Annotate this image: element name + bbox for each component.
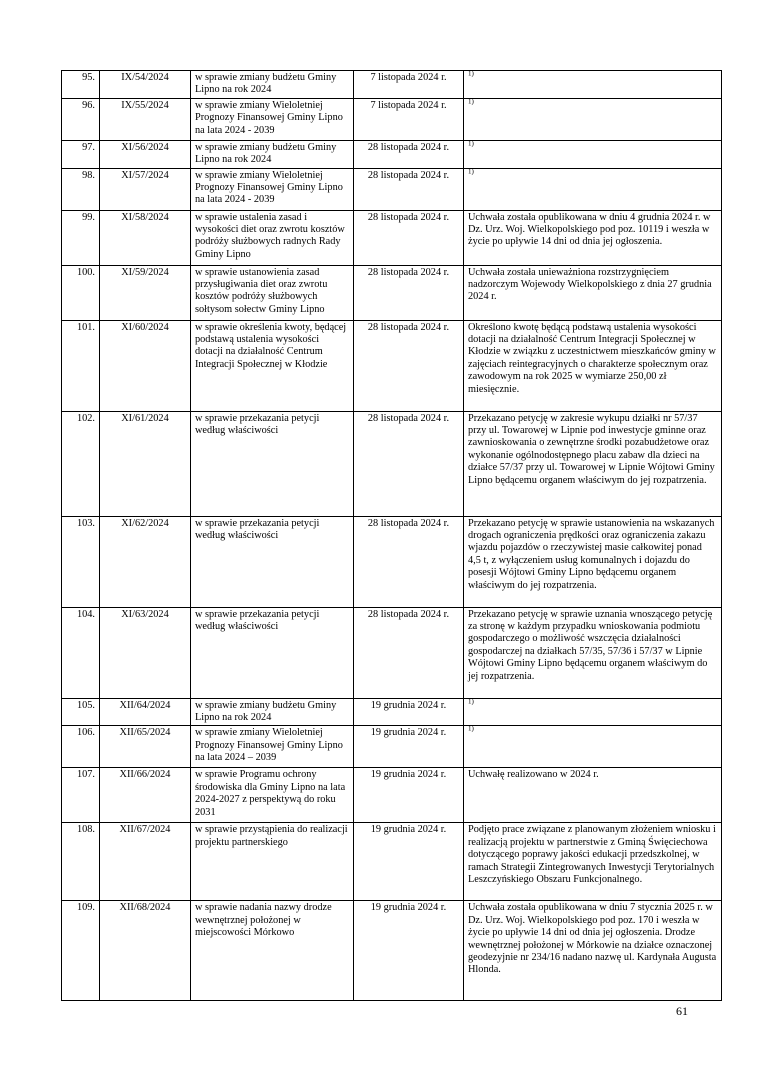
resolution-note: Uchwała została opublikowana w dniu 7 stycznia 2025 r. w Dz. Urz. Woj. Wielkopolskiego pod poz. 170 i weszła w życie po upływie 14 dni od dnia jej ogłoszenia. Drodze wewnętrznej położonej w Mórkowie na działce oznaczonej geodezyjnie nr 234/16 nadano nazwę ul. Kardynała Augusta Hlonda. xyxy=(464,901,722,1001)
resolution-date: 7 listopada 2024 r. xyxy=(354,98,464,140)
resolution-note: Określono kwotę będącą podstawą ustalenia wysokości dotacji na działalność Centrum Integracji Społecznej w Kłodzie w związku z uczestnictwem mieszkańców gminy w zajęciach reintegracyjnych o charakterze społecznym oraz zawodowym na rok 2025 w wymiarze 250,00 zł miesięcznie. xyxy=(464,320,722,411)
resolution-id: XI/60/2024 xyxy=(100,320,191,411)
resolution-note xyxy=(464,98,722,140)
resolution-title: w sprawie ustanowienia zasad przysługiwania diet oraz zwrotu kosztów podróży służbowych sołtysom sołectw Gminy Lipno xyxy=(191,265,354,320)
resolution-title: w sprawie przekazania petycji według właściwości xyxy=(191,516,354,607)
resolution-title: w sprawie zmiany budżetu Gminy Lipno na rok 2024 xyxy=(191,140,354,168)
table-row xyxy=(62,823,722,901)
resolution-date: 28 listopada 2024 r. xyxy=(354,210,464,265)
resolution-date: 28 listopada 2024 r. xyxy=(354,607,464,698)
resolution-number: 106. xyxy=(62,726,100,768)
page-number: 61 xyxy=(676,1004,688,1018)
table-row xyxy=(62,726,722,768)
resolution-date: 28 listopada 2024 r. xyxy=(354,140,464,168)
resolution-id: XI/57/2024 xyxy=(100,168,191,210)
resolution-number: 100. xyxy=(62,265,100,320)
resolution-note: Przekazano petycję w sprawie uznania wnoszącego petycję za stronę w każdym przypadku wnioskowania podmiotu gospodarczego o możliwość wszczęcia działalności gospodarczej na działkach 57/35, 57/36 i 57/37 w Lipnie Wójtowi Gminy Lipno będącemu organem właściwym do jej rozpatrzenia. xyxy=(464,607,722,698)
resolution-number: 95. xyxy=(62,71,100,99)
resolution-date: 28 listopada 2024 r. xyxy=(354,320,464,411)
resolution-id: XII/68/2024 xyxy=(100,901,191,1001)
footnote-marker: 1) xyxy=(468,725,474,734)
resolution-number: 101. xyxy=(62,320,100,411)
resolution-date: 7 listopada 2024 r. xyxy=(354,71,464,99)
resolution-note xyxy=(464,726,722,768)
resolution-id: IX/54/2024 xyxy=(100,71,191,99)
resolution-id: XI/63/2024 xyxy=(100,607,191,698)
resolution-id: IX/55/2024 xyxy=(100,98,191,140)
footnote-marker: 1) xyxy=(468,69,474,78)
resolution-note: Przekazano petycję w sprawie ustanowienia na wskazanych drogach ograniczenia prędkości oraz ograniczenia zakazu wjazdu pojazdów o rzeczywistej masie całkowitej ponad 4,5 t, z wyłączeniem usług komunalnych i dojazdu do posesji Wójtowi Gminy Lipno będącemu organem właściwym do jej rozpatrzenia. xyxy=(464,516,722,607)
resolution-note xyxy=(464,140,722,168)
resolution-title: w sprawie zmiany Wieloletniej Prognozy Finansowej Gminy Lipno na lata 2024 - 2039 xyxy=(191,98,354,140)
table-body xyxy=(62,71,722,1001)
footnote-marker: 1) xyxy=(468,139,474,148)
table-row xyxy=(62,71,722,99)
resolution-title: w sprawie przekazania petycji według właściwości xyxy=(191,607,354,698)
resolution-number: 104. xyxy=(62,607,100,698)
resolution-date: 19 grudnia 2024 r. xyxy=(354,698,464,726)
resolution-id: XI/61/2024 xyxy=(100,411,191,516)
resolution-title: w sprawie zmiany budżetu Gminy Lipno na rok 2024 xyxy=(191,698,354,726)
resolution-note: Przekazano petycję w zakresie wykupu działki nr 57/37 przy ul. Towarowej w Lipnie pod inwestycje gminne oraz zawnioskowania o zewnętrzne środki pozabudżetowe oraz wykonanie ogólnodostępnego placu zabaw dla dzieci na działce 57/37 przy ul. Towarowej w Lipnie Wójtowi Gminy Lipno będącemu organem właściwym do jej rozpatrzenia. xyxy=(464,411,722,516)
resolution-id: XI/58/2024 xyxy=(100,210,191,265)
resolution-date: 19 grudnia 2024 r. xyxy=(354,901,464,1001)
resolution-date: 28 listopada 2024 r. xyxy=(354,516,464,607)
resolution-title: w sprawie ustalenia zasad i wysokości diet oraz zwrotu kosztów podróży służbowych radnych Rady Gminy Lipno xyxy=(191,210,354,265)
resolution-id: XI/56/2024 xyxy=(100,140,191,168)
resolution-id: XI/62/2024 xyxy=(100,516,191,607)
resolution-number: 96. xyxy=(62,98,100,140)
resolution-note xyxy=(464,168,722,210)
resolution-date: 28 listopada 2024 r. xyxy=(354,168,464,210)
table-row xyxy=(62,320,722,411)
resolution-number: 99. xyxy=(62,210,100,265)
resolution-number: 105. xyxy=(62,698,100,726)
resolution-date: 19 grudnia 2024 r. xyxy=(354,768,464,823)
table-row xyxy=(62,607,722,698)
resolution-note xyxy=(464,71,722,99)
resolution-number: 107. xyxy=(62,768,100,823)
table-row xyxy=(62,265,722,320)
footnote-marker: 1) xyxy=(468,697,474,706)
resolution-id: XII/65/2024 xyxy=(100,726,191,768)
table-row xyxy=(62,411,722,516)
resolution-number: 97. xyxy=(62,140,100,168)
resolution-note: Uchwała została unieważniona rozstrzygnięciem nadzorczym Wojewody Wielkopolskiego z dnia 27 grudnia 2024 r. xyxy=(464,265,722,320)
resolution-number: 108. xyxy=(62,823,100,901)
resolution-date: 28 listopada 2024 r. xyxy=(354,265,464,320)
resolution-title: w sprawie nadania nazwy drodze wewnętrznej położonej w miejscowości Mórkowo xyxy=(191,901,354,1001)
resolution-title: w sprawie zmiany budżetu Gminy Lipno na rok 2024 xyxy=(191,71,354,99)
table-row xyxy=(62,210,722,265)
resolution-title: w sprawie zmiany Wieloletniej Prognozy Finansowej Gminy Lipno na lata 2024 – 2039 xyxy=(191,726,354,768)
resolution-note: Uchwałę realizowano w 2024 r. xyxy=(464,768,722,823)
resolution-id: XII/64/2024 xyxy=(100,698,191,726)
resolution-note xyxy=(464,698,722,726)
table-row xyxy=(62,140,722,168)
resolution-id: XI/59/2024 xyxy=(100,265,191,320)
resolution-number: 109. xyxy=(62,901,100,1001)
resolution-date: 19 grudnia 2024 r. xyxy=(354,726,464,768)
resolution-title: w sprawie przystąpienia do realizacji projektu partnerskiego xyxy=(191,823,354,901)
resolution-id: XII/66/2024 xyxy=(100,768,191,823)
table-row xyxy=(62,698,722,726)
resolution-number: 98. xyxy=(62,168,100,210)
table-row xyxy=(62,98,722,140)
resolution-note: Podjęto prace związane z planowanym złożeniem wniosku i realizacją projektu w partnerstwie z Gminą Święciechowa dotyczącego poprawy jakości edukacji przedszkolnej, w ramach Strategii Zintegrowanych Inwestycji Terytorialnych Leszczyńskiego Obszaru Funkcjonalnego. xyxy=(464,823,722,901)
resolution-note: Uchwała została opublikowana w dniu 4 grudnia 2024 r. w Dz. Urz. Woj. Wielkopolskiego pod poz. 10119 i weszła w życie po upływie 14 dni od dnia jej ogłoszenia. xyxy=(464,210,722,265)
resolution-number: 103. xyxy=(62,516,100,607)
resolution-title: w sprawie określenia kwoty, będącej podstawą ustalenia wysokości dotacji na działalność Centrum Integracji Społecznej w Kłodzie xyxy=(191,320,354,411)
table-row xyxy=(62,768,722,823)
table-row xyxy=(62,516,722,607)
resolution-id: XII/67/2024 xyxy=(100,823,191,901)
resolution-title: w sprawie zmiany Wieloletniej Prognozy Finansowej Gminy Lipno na lata 2024 - 2039 xyxy=(191,168,354,210)
resolution-number: 102. xyxy=(62,411,100,516)
footnote-marker: 1) xyxy=(468,167,474,176)
resolution-date: 28 listopada 2024 r. xyxy=(354,411,464,516)
table-row xyxy=(62,901,722,1001)
table-row xyxy=(62,168,722,210)
resolution-title: w sprawie przekazania petycji według właściwości xyxy=(191,411,354,516)
resolutions-table xyxy=(61,70,722,1001)
resolution-date: 19 grudnia 2024 r. xyxy=(354,823,464,901)
resolution-title: w sprawie Programu ochrony środowiska dla Gminy Lipno na lata 2024-2027 z perspektywą do roku 2031 xyxy=(191,768,354,823)
footnote-marker: 1) xyxy=(468,97,474,106)
